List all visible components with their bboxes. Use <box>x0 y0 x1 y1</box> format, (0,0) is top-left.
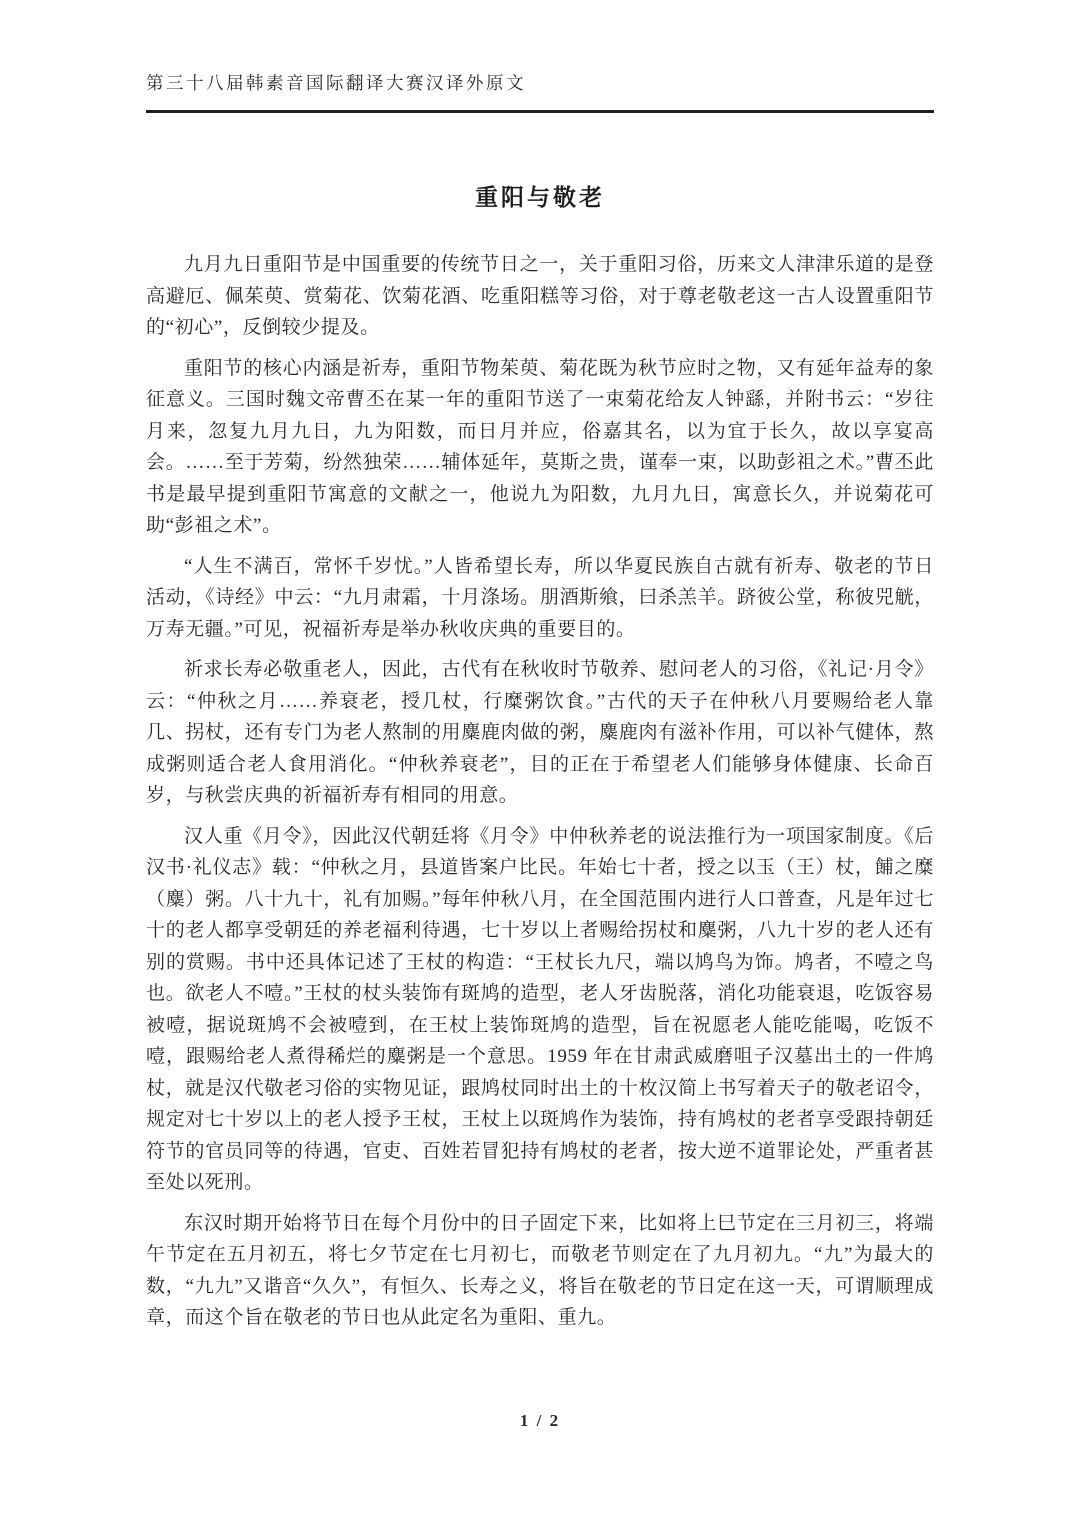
paragraph: 祈求长寿必敬重老人，因此，古代有在秋收时节敬养、慰问老人的习俗，《礼记·月令》云：“仲秋之月……养衰老，授几杖，行糜粥饮食。”古代的天子在仲秋八月要赐给老人靠几、拐杖，还有专门为老人熬制的用麋鹿肉做的粥，麋鹿肉有滋补作用，可以补气健体，熬成粥则适合老人食用消化。“仲秋养衰老”，目的正在于希望老人们能够身体健康、长命百岁，与秋尝庆典的祈福祈寿有相同的用意。 <box>146 659 934 806</box>
document-body <box>146 249 934 1334</box>
document-header <box>146 0 934 113</box>
header-text: 第三十八届韩素音国际翻译大赛汉译外原文 <box>146 73 526 93</box>
paragraph: “人生不满百，常怀千岁忧。”人皆希望长寿，所以华夏民族自古就有祈寿、敬老的节日活动，《诗经》中云：“九月肃霜，十月涤场。朋酒斯飨，曰杀羔羊。跻彼公堂，称彼兕觥，万寿无疆。”可见，祝福祈寿是举办秋收庆典的重要目的。 <box>146 555 934 640</box>
page-title: 重阳与敬老 <box>475 185 605 210</box>
paragraph: 九月九日重阳节是中国重要的传统节日之一，关于重阳习俗，历来文人津津乐道的是登高避厄、佩茱萸、赏菊花、饮菊花酒、吃重阳糕等习俗，对于尊老敬老这一古人设置重阳节的“初心”，反倒较少提及。 <box>146 254 934 338</box>
paragraph: 汉人重《月令》，因此汉代朝廷将《月令》中仲秋养老的说法推行为一项国家制度。《后汉书·礼仪志》载：“仲秋之月，县道皆案户比民。年始七十者，授之以玉（王）杖，餔之糜（麋）粥。八十九十，礼有加赐。”每年仲秋八月，在全国范围内进行人口普查，凡是年过七十的老人都享受朝廷的养老福利待遇，七十岁以上者赐给拐杖和麋粥，八九十岁的老人还有别的赏赐。书中还具体记述了王杖的构造：“王杖长九尺，端以鸠鸟为饰。鸠者，不噎之鸟也。欲老人不噎。”王杖的杖头装饰有斑鸠的造型，老人牙齿脱落，消化功能衰退，吃饭容易被噎，据说斑鸠不会被噎到，在王杖上装饰斑鸠的造型，旨在祝愿老人能吃能喝，吃饭不噎，跟赐给老人煮得稀烂的麋粥是一个意思。1959 年在甘肃武威磨咀子汉墓出土的一件鸠杖，就是汉代敬老习俗的实物见证，跟鸠杖同时出土的十枚汉简上书写着天子的敬老诏令，规定对七十岁以上的老人授予王杖，王杖上以斑鸠作为装饰，持有鸠杖的老者享受跟持朝廷符节的官员同等的待遇，官吏、百姓若冒犯持有鸠杖的老者，按大逆不道罪论处，严重者甚至处以死刑。 <box>146 825 934 1193</box>
paragraph: 东汉时期开始将节日在每个月份中的日子固定下来，比如将上巳节定在三月初三，将端午节定在五月初五，将七夕节定在七月初七，而敬老节则定在了九月初九。“九”为最大的数，“九九”又谐音“久久”，有恒久、长寿之义，将旨在敬老的节日定在这一天，可谓顺理成章，而这个旨在敬老的节日也从此定名为重阳、重九。 <box>146 1212 934 1328</box>
page-number: 1 / 2 <box>519 1411 561 1430</box>
paragraph: 重阳节的核心内涵是祈寿，重阳节物茱萸、菊花既为秋节应时之物，又有延年益寿的象征意义。三国时魏文帝曹丕在某一年的重阳节送了一束菊花给友人钟繇，并附书云：“岁往月来，忽复九月九日，九为阳数，而日月并应，俗嘉其名，以为宜于长久，故以享宴高会。……至于芳菊，纷然独荣……辅体延年，莫斯之贵，谨奉一束，以助彭祖之术。”曹丕此书是最早提到重阳节寓意的文献之一，他说九为阳数，九月九日，寓意长久，并说菊花可助“彭祖之术”。 <box>146 357 934 536</box>
